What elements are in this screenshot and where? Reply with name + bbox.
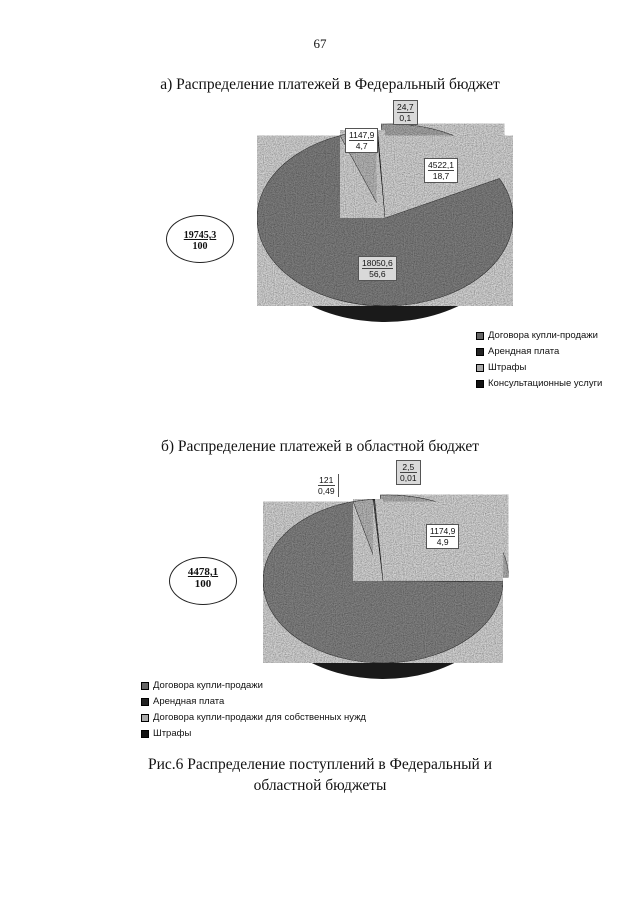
slice-label-fines-regional: 2,5 0,01 <box>396 460 421 485</box>
slice-label-sales-regional: 1174,9 4,9 <box>426 524 459 549</box>
legend-label: Штрафы <box>488 362 527 373</box>
slice-label-own-needs: 121 0,49 <box>315 474 339 497</box>
chart-title-regional: б) Распределение платежей в областной бюджет <box>160 438 480 455</box>
slice-label-rent: 18050,6 56,6 <box>358 256 397 281</box>
pie-chart-regional <box>263 495 508 679</box>
legend-swatch <box>476 380 484 388</box>
slice-label-consulting: 24,7 0,1 <box>393 100 418 125</box>
pie-chart-federal <box>257 124 513 322</box>
legend-swatch <box>476 348 484 356</box>
caption-line-1: Рис.6 Распределение поступлений в Федеральный и <box>147 756 493 773</box>
total-ellipse-regional: 4478,1 100 <box>169 557 237 605</box>
legend-label: Арендная плата <box>488 346 560 357</box>
legend-item <box>476 328 602 344</box>
legend-swatch <box>141 730 149 738</box>
legend-swatch <box>476 364 484 372</box>
legend-swatch <box>476 332 484 340</box>
legend-label: Консультационные услуги <box>488 378 603 389</box>
legend-swatch <box>141 714 149 722</box>
figure-caption <box>0 754 640 796</box>
legend-label: Договора купли-продажи <box>153 680 263 691</box>
legend-item <box>141 726 366 742</box>
legend-item <box>476 344 602 360</box>
legend-label: Штрафы <box>153 728 192 739</box>
legend-regional <box>141 678 366 742</box>
chart-title-federal: а) Распределение платежей в Федеральный бюджет <box>160 76 500 93</box>
legend-item <box>141 694 366 710</box>
page-number: 67 <box>313 36 327 51</box>
legend-federal <box>476 328 602 392</box>
legend-item <box>141 678 366 694</box>
legend-label: Договора купли-продажи для собственных нужд <box>153 712 366 723</box>
slice-label-fines: 1147,9 4,7 <box>345 128 378 153</box>
total-ellipse-federal: 19745,3 100 <box>166 215 234 263</box>
legend-label: Договора купли-продажи <box>488 330 598 341</box>
caption-line-2: областной бюджеты <box>253 777 387 794</box>
legend-swatch <box>141 682 149 690</box>
legend-item <box>141 710 366 726</box>
legend-swatch <box>141 698 149 706</box>
legend-item <box>476 376 602 392</box>
slice-label-sales-contracts: 4522,1 18,7 <box>424 158 458 183</box>
legend-item <box>476 360 602 376</box>
legend-label: Арендная плата <box>153 696 225 707</box>
